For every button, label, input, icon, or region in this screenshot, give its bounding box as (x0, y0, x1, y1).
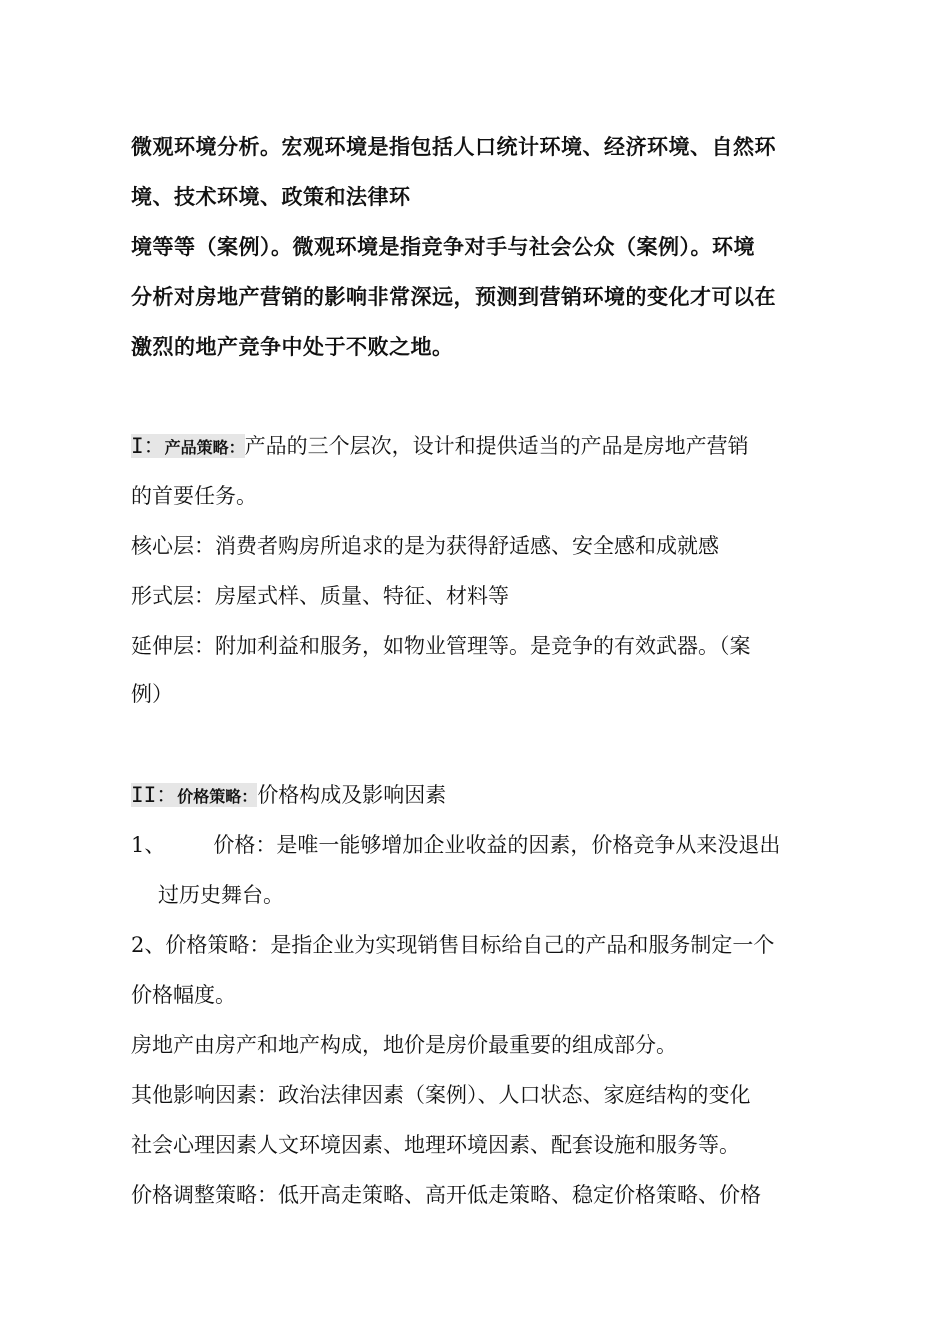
section1-item: 延伸层：附加利益和服务，如物业管理等。是竞争的有效武器。（案 (131, 634, 751, 658)
section2-heading (131, 780, 821, 812)
section1-item: 核心层：消费者购房所追求的是为获得舒适感、安全感和成就感 (131, 534, 719, 558)
section2-label: 价格策略： (177, 787, 258, 806)
intro-line: 激烈的地产竞争中处于不败之地。 (131, 335, 454, 359)
section1-text: 产品的三个层次，设计和提供适当的产品是房地产营销 (244, 434, 749, 458)
section1-mark: I： (131, 434, 165, 458)
section2-line: 价格幅度。 (131, 983, 236, 1007)
section1-item: 例） (131, 682, 173, 706)
section1-item: 形式层：房屋式样、质量、特征、材料等 (131, 584, 509, 608)
section2-line: 其他影响因素：政治法律因素（案例）、人口状态、家庭结构的变化 (131, 1083, 751, 1107)
section1-highlight (131, 434, 245, 458)
section1-label: 产品策略： (164, 438, 245, 457)
section2-line: 2、价格策略：是指企业为实现销售目标给自己的产品和服务制定一个 (131, 933, 775, 957)
section2-item1-cont: 过历史舞台。 (158, 883, 284, 907)
section2-highlight (131, 783, 257, 807)
section1-cont: 的首要任务。 (131, 484, 257, 508)
intro-line: 微观环境分析。宏观环境是指包括人口统计环境、经济环境、自然环 (131, 135, 776, 159)
section2-line: 房地产由房产和地产构成，地价是房价最重要的组成部分。 (131, 1033, 677, 1057)
section2-item1 (131, 830, 821, 860)
section2-line: 价格调整策略：低开高走策略、高开低走策略、稳定价格策略、价格 (131, 1183, 761, 1207)
intro-line: 境、技术环境、政策和法律环 (131, 185, 411, 209)
section2-line: 社会心理因素人文环境因素、地理环境因素、配套设施和服务等。 (131, 1133, 740, 1157)
section2-item1-text: 价格：是唯一能够增加企业收益的因素，价格竞争从来没退出 (213, 833, 781, 857)
section1-heading (131, 431, 821, 463)
section2-text: 价格构成及影响因素 (257, 783, 447, 807)
intro-line: 境等等（案例）。微观环境是指竞争对手与社会公众（案例）。环境 (131, 235, 755, 259)
section2-item1-num: 1、 (131, 833, 166, 857)
section2-mark: II： (131, 783, 178, 807)
intro-line: 分析对房地产营销的影响非常深远，预测到营销环境的变化才可以在 (131, 285, 776, 309)
